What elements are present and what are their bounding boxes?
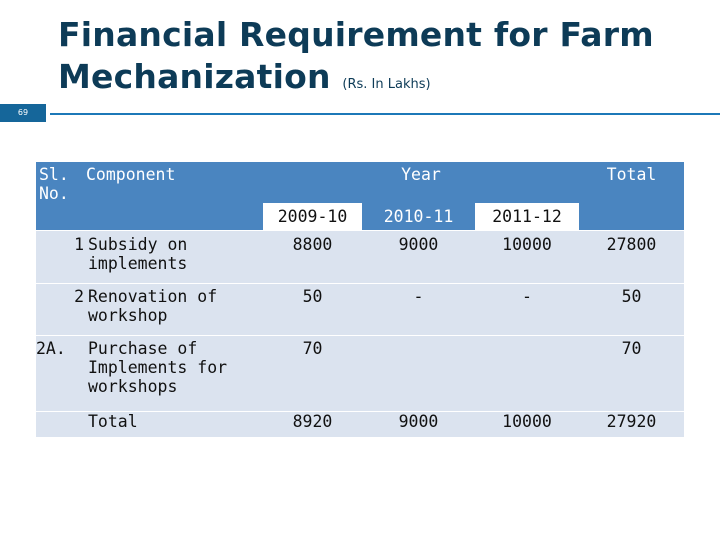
cell-2009-10: 50 bbox=[263, 284, 362, 336]
header-year-2009-10: 2009-10 bbox=[263, 203, 362, 231]
cell-2009-10: 8920 bbox=[263, 412, 362, 438]
row-component bbox=[86, 231, 263, 284]
component-line: Implements for bbox=[88, 358, 228, 377]
cell-2010-11: 9000 bbox=[362, 412, 475, 438]
row-sl: 2 bbox=[36, 284, 86, 336]
cell-2011-12: - bbox=[475, 284, 579, 336]
table-row bbox=[36, 231, 684, 284]
row-component bbox=[86, 336, 263, 412]
cell-2010-11 bbox=[362, 336, 475, 412]
title-divider bbox=[50, 113, 720, 115]
header-year: Year bbox=[263, 162, 579, 203]
slide-number: 69 bbox=[0, 104, 46, 122]
header-year-2010-11: 2010-11 bbox=[362, 203, 475, 231]
title-line-1: Financial Requirement for Farm bbox=[58, 15, 654, 54]
component-line: Renovation of bbox=[88, 287, 218, 306]
cell-total: 27800 bbox=[579, 231, 684, 284]
table-row bbox=[36, 284, 684, 336]
cell-total: 50 bbox=[579, 284, 684, 336]
component-line: Subsidy on bbox=[88, 235, 188, 254]
cell-total: 27920 bbox=[579, 412, 684, 438]
title-main-word: Mechanization bbox=[58, 57, 331, 96]
component-line: workshops bbox=[88, 377, 178, 396]
cell-2009-10: 70 bbox=[263, 336, 362, 412]
table-row bbox=[36, 336, 684, 412]
cell-2010-11: 9000 bbox=[362, 231, 475, 284]
header-sl-no bbox=[36, 162, 86, 203]
component-line: Purchase of bbox=[88, 339, 198, 358]
cell-2009-10: 8800 bbox=[263, 231, 362, 284]
row-component bbox=[86, 284, 263, 336]
financial-requirement-table bbox=[36, 162, 684, 437]
row-sl: 1 bbox=[36, 231, 86, 284]
header-total: Total bbox=[579, 162, 684, 231]
header-sl-line-2: No. bbox=[39, 184, 69, 203]
cell-2011-12 bbox=[475, 336, 579, 412]
header-sl-line-1: Sl. bbox=[39, 165, 69, 184]
cell-2011-12: 10000 bbox=[475, 231, 579, 284]
header-year-2011-12: 2011-12 bbox=[475, 203, 579, 231]
cell-2010-11: - bbox=[362, 284, 475, 336]
component-line: implements bbox=[88, 254, 188, 273]
cell-2011-12: 10000 bbox=[475, 412, 579, 438]
row-component: Total bbox=[86, 412, 263, 438]
cell-total: 70 bbox=[579, 336, 684, 412]
header-row-1 bbox=[36, 162, 684, 203]
row-sl bbox=[36, 412, 86, 438]
header-component: Component bbox=[86, 162, 263, 231]
title-unit: (Rs. In Lakhs) bbox=[342, 77, 431, 92]
slide-title bbox=[58, 14, 654, 106]
title-line-2 bbox=[58, 56, 654, 106]
row-sl: 2A. bbox=[36, 336, 86, 412]
table-row-total bbox=[36, 412, 684, 438]
component-line: workshop bbox=[88, 306, 168, 325]
